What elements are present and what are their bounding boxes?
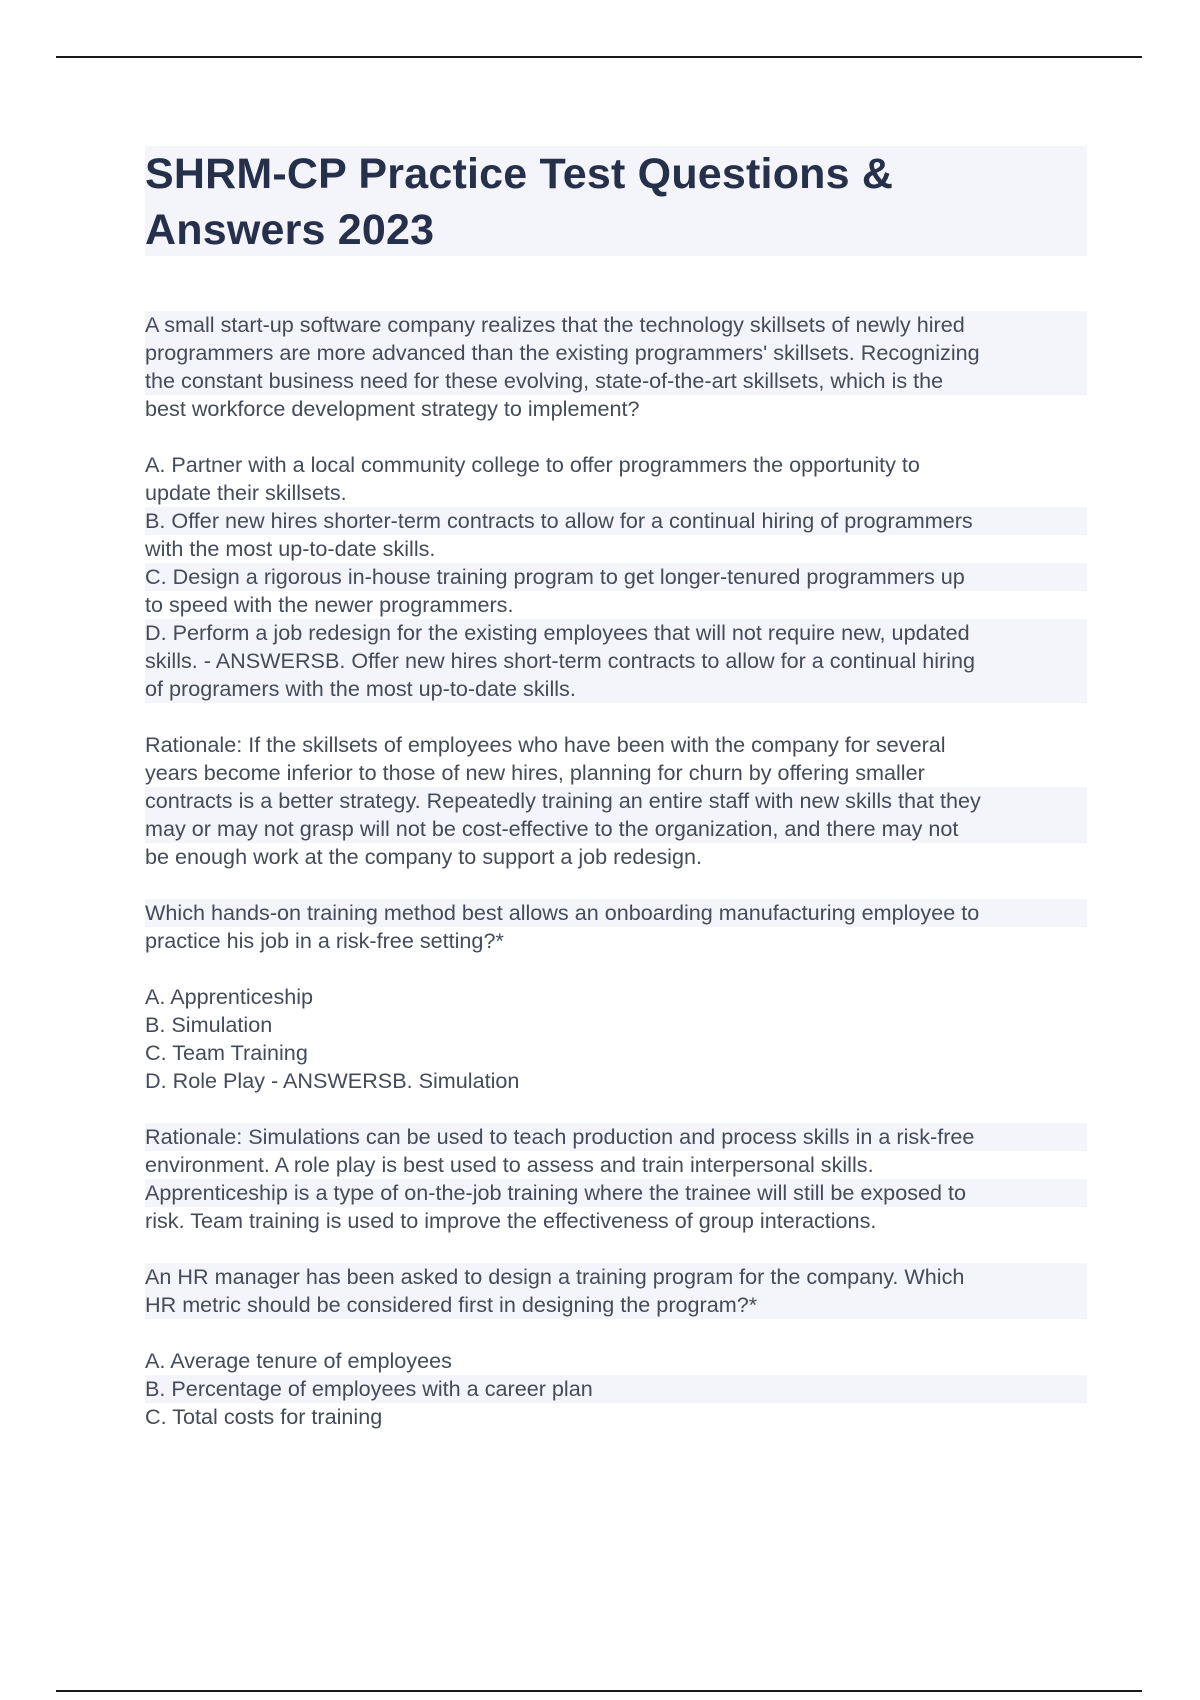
q2-question: [145, 899, 1087, 955]
text-line: A. Average tenure of employees: [145, 1348, 452, 1373]
text-line: A. Partner with a local community college to offer programmers the opportunity to: [145, 452, 920, 477]
text-line: years become inferior to those of new hires, planning for churn by offering smaller: [145, 760, 925, 785]
top-divider: [56, 56, 1142, 58]
q2-rationale: [145, 1123, 1087, 1235]
q3-question: [145, 1263, 1087, 1319]
text-line: of programers with the most up-to-date skills.: [145, 675, 1087, 703]
text-line: best workforce development strategy to implement?: [145, 396, 640, 421]
title-block: [145, 146, 1087, 256]
title-line: Answers 2023: [145, 206, 435, 254]
q2-options: [145, 983, 1087, 1095]
text-line: contracts is a better strategy. Repeatedly training an entire staff with new skills that they: [145, 787, 1087, 815]
title-line: SHRM-CP Practice Test Questions &: [145, 150, 894, 198]
text-line: the constant business need for these evolving, state-of-the-art skillsets, which is the: [145, 367, 1087, 395]
page-title: [145, 146, 1087, 258]
text-line: risk. Team training is used to improve the effectiveness of group interactions.: [145, 1208, 877, 1233]
text-line: B. Percentage of employees with a career plan: [145, 1375, 1087, 1403]
text-line: to speed with the newer programmers.: [145, 592, 514, 617]
q1-rationale: [145, 731, 1087, 871]
text-line: with the most up-to-date skills.: [145, 536, 436, 561]
text-line: C. Team Training: [145, 1040, 308, 1065]
questions-section: [145, 311, 1087, 1431]
text-line: practice his job in a risk-free setting?*: [145, 928, 504, 953]
text-line: Rationale: Simulations can be used to teach production and process skills in a risk-free: [145, 1123, 1087, 1151]
text-line: An HR manager has been asked to design a training program for the company. Which: [145, 1263, 1087, 1291]
text-line: Which hands-on training method best allows an onboarding manufacturing employee to: [145, 899, 1087, 927]
text-line: B. Simulation: [145, 1012, 273, 1037]
text-line: update their skillsets.: [145, 480, 347, 505]
text-line: D. Perform a job redesign for the existing employees that will not require new, updated: [145, 619, 1087, 647]
text-line: B. Offer new hires shorter-term contracts to allow for a continual hiring of programmers: [145, 507, 1087, 535]
q1-question: [145, 311, 1087, 423]
text-line: HR metric should be considered first in designing the program?*: [145, 1291, 1087, 1319]
text-line: skills. - ANSWERSB. Offer new hires short-term contracts to allow for a continual hiring: [145, 647, 1087, 675]
document-body: [145, 146, 1087, 1459]
text-line: A. Apprenticeship: [145, 984, 314, 1009]
text-line: D. Role Play - ANSWERSB. Simulation: [145, 1068, 520, 1093]
q1-options: [145, 451, 1087, 703]
text-line: may or may not grasp will not be cost-effective to the organization, and there may not: [145, 815, 1087, 843]
text-line: Rationale: If the skillsets of employees who have been with the company for several: [145, 732, 946, 757]
bottom-divider: [56, 1690, 1142, 1692]
text-line: be enough work at the company to support a job redesign.: [145, 844, 702, 869]
q3-options: [145, 1347, 1087, 1431]
text-line: environment. A role play is best used to assess and train interpersonal skills.: [145, 1152, 874, 1177]
text-line: Apprenticeship is a type of on-the-job training where the trainee will still be exposed to: [145, 1179, 1087, 1207]
text-line: C. Total costs for training: [145, 1404, 383, 1429]
text-line: A small start-up software company realizes that the technology skillsets of newly hired: [145, 311, 1087, 339]
text-line: C. Design a rigorous in-house training program to get longer-tenured programmers up: [145, 563, 1087, 591]
text-line: programmers are more advanced than the existing programmers' skillsets. Recognizing: [145, 339, 1087, 367]
